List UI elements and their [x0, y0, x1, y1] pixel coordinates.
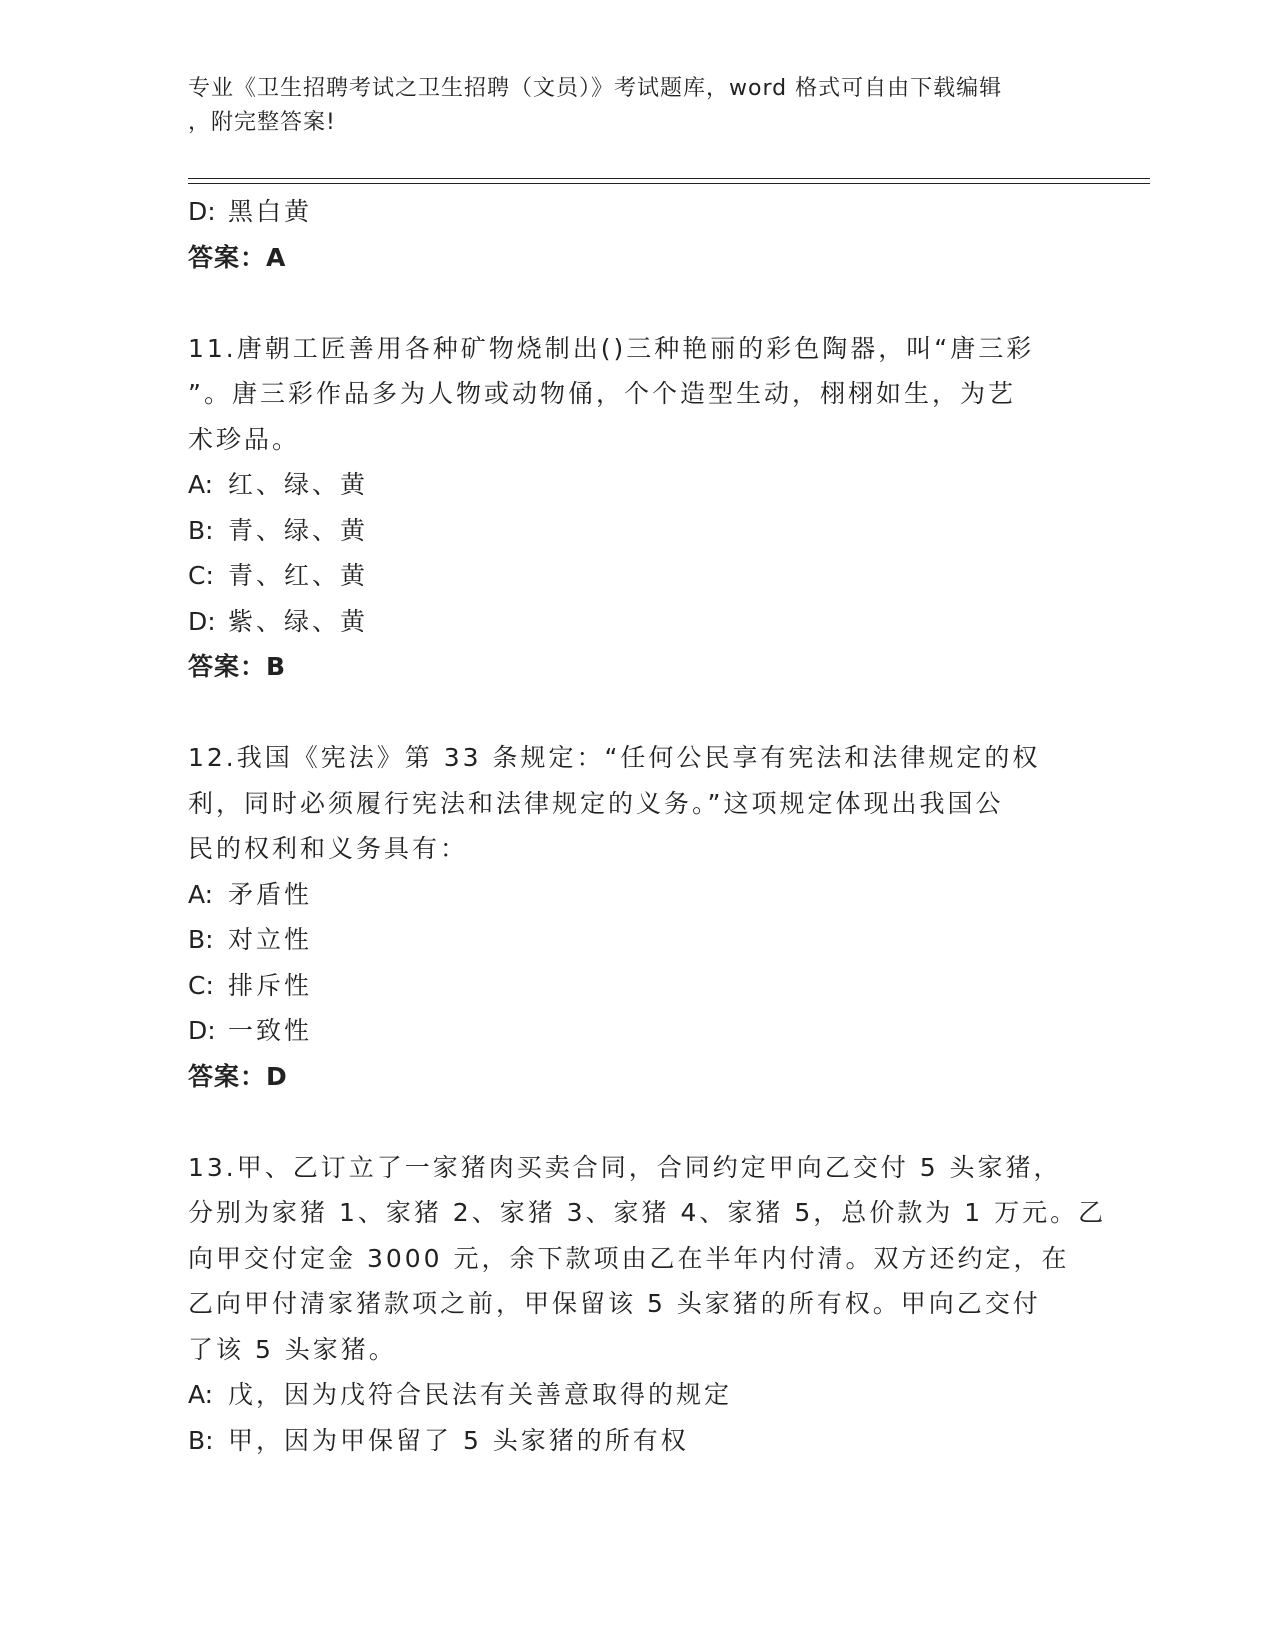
question-text-line: 利，同时必须履行宪法和法律规定的义务。”这项规定体现出我国公 [188, 788, 1004, 818]
document-header [188, 72, 1088, 140]
question-text-line: 12.我国《宪法》第 33 条规定：“任何公民享有宪法和法律规定的权 [188, 743, 1041, 772]
option-letter: A: [188, 879, 214, 909]
question-11 [188, 326, 1088, 690]
spacer [188, 1099, 1088, 1145]
option-letter: D: [188, 1016, 216, 1045]
header-line-1: 专业《卫生招聘考试之卫生招聘（文员）》考试题库，word 格式可自由下载编辑 [188, 76, 1003, 101]
option-text: 戊，因为戊符合民法有关善意取得的规定 [228, 1380, 733, 1409]
option-c [188, 963, 1088, 1009]
answer: 答案：B [188, 652, 287, 681]
option-b [188, 1418, 1088, 1464]
question-text-line: 民的权利和义务具有： [188, 834, 469, 863]
previous-question-tail [188, 189, 1088, 280]
spacer [188, 690, 1088, 736]
option-text: 甲，因为甲保留了 5 头家猪的所有权 [228, 1425, 689, 1455]
option-c [188, 553, 1088, 599]
option-text: 对立性 [228, 925, 313, 954]
option-letter: D: [188, 606, 216, 636]
question-text-line: 向甲交付定金 3000 元，余下款项由乙在半年内付清。双方还约定，在 [188, 1243, 1070, 1273]
question-text-line: 术珍品。 [188, 424, 301, 454]
option-b [188, 917, 1088, 963]
question-13 [188, 1145, 1107, 1464]
answer: 答案：A [188, 242, 287, 272]
option-letter: C: [188, 970, 214, 1000]
option-letter: B: [188, 515, 214, 545]
question-text-line: 分别为家猪 1、家猪 2、家猪 3、家猪 4、家猪 5，总价款为 1 万元。乙 [188, 1198, 1107, 1227]
header-rule-top [188, 178, 1150, 179]
option-text: 青、红、黄 [228, 561, 369, 590]
option-text: 排斥性 [228, 970, 313, 1000]
option-text: 青、绿、黄 [228, 515, 369, 545]
option-b [188, 508, 1088, 554]
exam-content [188, 189, 1107, 1463]
header-line-2: ，附完整答案! [188, 110, 336, 135]
option-letter: D: [188, 197, 216, 226]
option-a [188, 1372, 1088, 1418]
question-12 [188, 735, 1088, 1099]
option-d [188, 1008, 1088, 1054]
option-text: 黑白黄 [228, 197, 313, 226]
option-letter: B: [188, 1425, 214, 1455]
option-a [188, 462, 1088, 508]
option-letter: C: [188, 561, 214, 590]
option-text: 一致性 [228, 1016, 313, 1045]
option-text: 紫、绿、黄 [228, 606, 369, 636]
question-text-line: 13.甲、乙订立了一家猪肉买卖合同，合同约定甲向乙交付 5 头家猪， [188, 1152, 1062, 1182]
question-text-line: 11.唐朝工匠善用各种矿物烧制出()三种艳丽的彩色陶器，叫“唐三彩 [188, 333, 1035, 363]
header-rule-bottom [188, 183, 1150, 184]
option-letter: A: [188, 1380, 214, 1409]
option-letter: B: [188, 925, 214, 954]
question-text-line: 乙向甲付清家猪款项之前，甲保留该 5 头家猪的所有权。甲向乙交付 [188, 1289, 1041, 1318]
question-text-line: ”。唐三彩作品多为人物或动物俑，个个造型生动，栩栩如生，为艺 [188, 379, 1016, 408]
option-d [188, 599, 1088, 645]
option-d [188, 189, 1088, 235]
option-a [188, 872, 1088, 918]
spacer [188, 280, 1088, 326]
answer: 答案：D [188, 1061, 288, 1091]
question-text-line: 了该 5 头家猪。 [188, 1334, 397, 1364]
option-text: 矛盾性 [228, 879, 313, 909]
option-letter: A: [188, 470, 214, 499]
option-text: 红、绿、黄 [228, 470, 369, 499]
